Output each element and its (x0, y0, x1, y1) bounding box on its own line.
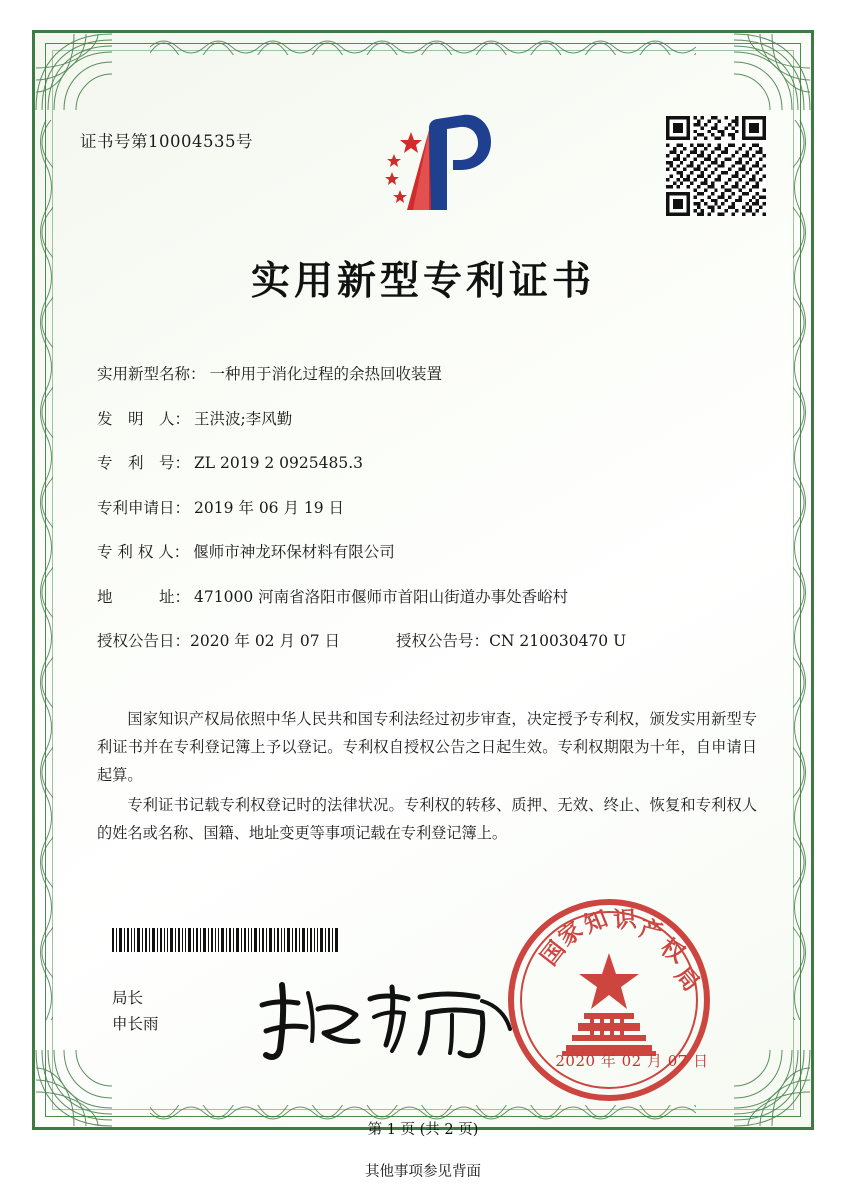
handwritten-signature-icon (252, 975, 522, 1065)
barcode-icon (112, 928, 340, 952)
cnipa-logo-icon (367, 110, 497, 220)
legal-paragraph-1: 国家知识产权局依照中华人民共和国专利法经过初步审查，决定授予专利权，颁发实用新型专利证书并在专利登记簿上予以登记。专利权自授权公告之日起生效。专利权期限为十年，自申请日起算。 (97, 710, 757, 784)
field-row-inventor (97, 407, 757, 429)
grant-number-value: CN 210030470 U (489, 632, 627, 650)
seal-date: 2020 年 02 月 07 日 (555, 1052, 709, 1070)
legal-text (97, 705, 757, 849)
legal-paragraph-2: 专利证书记载专利权登记时的法律状况。专利权的转移、质押、无效、终止、恢复和专利权人的姓名或名称、国籍、地址变更等事项记载在专利登记簿上。 (97, 796, 757, 842)
field-list (97, 362, 757, 674)
svg-text:国: 国 (535, 935, 571, 971)
field-row-grant (97, 629, 757, 651)
national-ip-office-seal-icon (504, 895, 714, 1105)
field-row-application-date (97, 496, 757, 518)
qr-code-icon (666, 116, 766, 216)
svg-text:家: 家 (553, 916, 588, 952)
field-label: 专 利 号： (97, 454, 191, 472)
field-value: ZL 2019 2 0925485.3 (194, 454, 363, 472)
field-label: 实用新型名称： (97, 365, 206, 383)
field-value: 471000 河南省洛阳市偃师市首阳山街道办事处香峪村 (194, 587, 569, 606)
page-title: 实用新型专利证书 (250, 258, 595, 304)
field-row-address (97, 585, 757, 607)
certificate-number: 证书号第10004535号 (80, 132, 253, 151)
field-label: 专利申请日： (97, 498, 191, 517)
field-value: 一种用于消化过程的余热回收装置 (209, 365, 443, 383)
grant-date-value: 2020 年 02 月 07 日 (190, 632, 341, 650)
certificate-content (52, 50, 794, 1138)
svg-text:产: 产 (636, 914, 666, 947)
footer-note: 其他事项参见背面 (365, 1164, 481, 1180)
grant-number-label: 授权公告号： (396, 632, 490, 650)
field-row-patentee (97, 540, 757, 562)
signature-block (112, 985, 159, 1037)
grant-date-label: 授权公告日： (97, 632, 191, 650)
field-label: 发 明 人： (97, 409, 191, 428)
svg-text:权: 权 (655, 933, 690, 969)
svg-text:知: 知 (580, 904, 612, 939)
svg-text:识: 识 (612, 905, 638, 934)
field-row-name (97, 362, 757, 384)
director-name: 申长雨 (112, 1015, 159, 1033)
field-value: 2019 年 06 月 19 日 (194, 498, 345, 517)
field-row-patent-number (97, 451, 757, 473)
director-title: 局长 (112, 989, 144, 1007)
field-value: 偃师市神龙环保材料有限公司 (193, 543, 395, 561)
field-label: 地 址： (97, 587, 191, 606)
field-label: 专 利 权 人： (97, 543, 190, 561)
field-value: 王洪波;李风勤 (194, 409, 293, 428)
page-number: 第 1 页 (共 2 页) (367, 1122, 479, 1138)
svg-text:局: 局 (669, 961, 705, 997)
